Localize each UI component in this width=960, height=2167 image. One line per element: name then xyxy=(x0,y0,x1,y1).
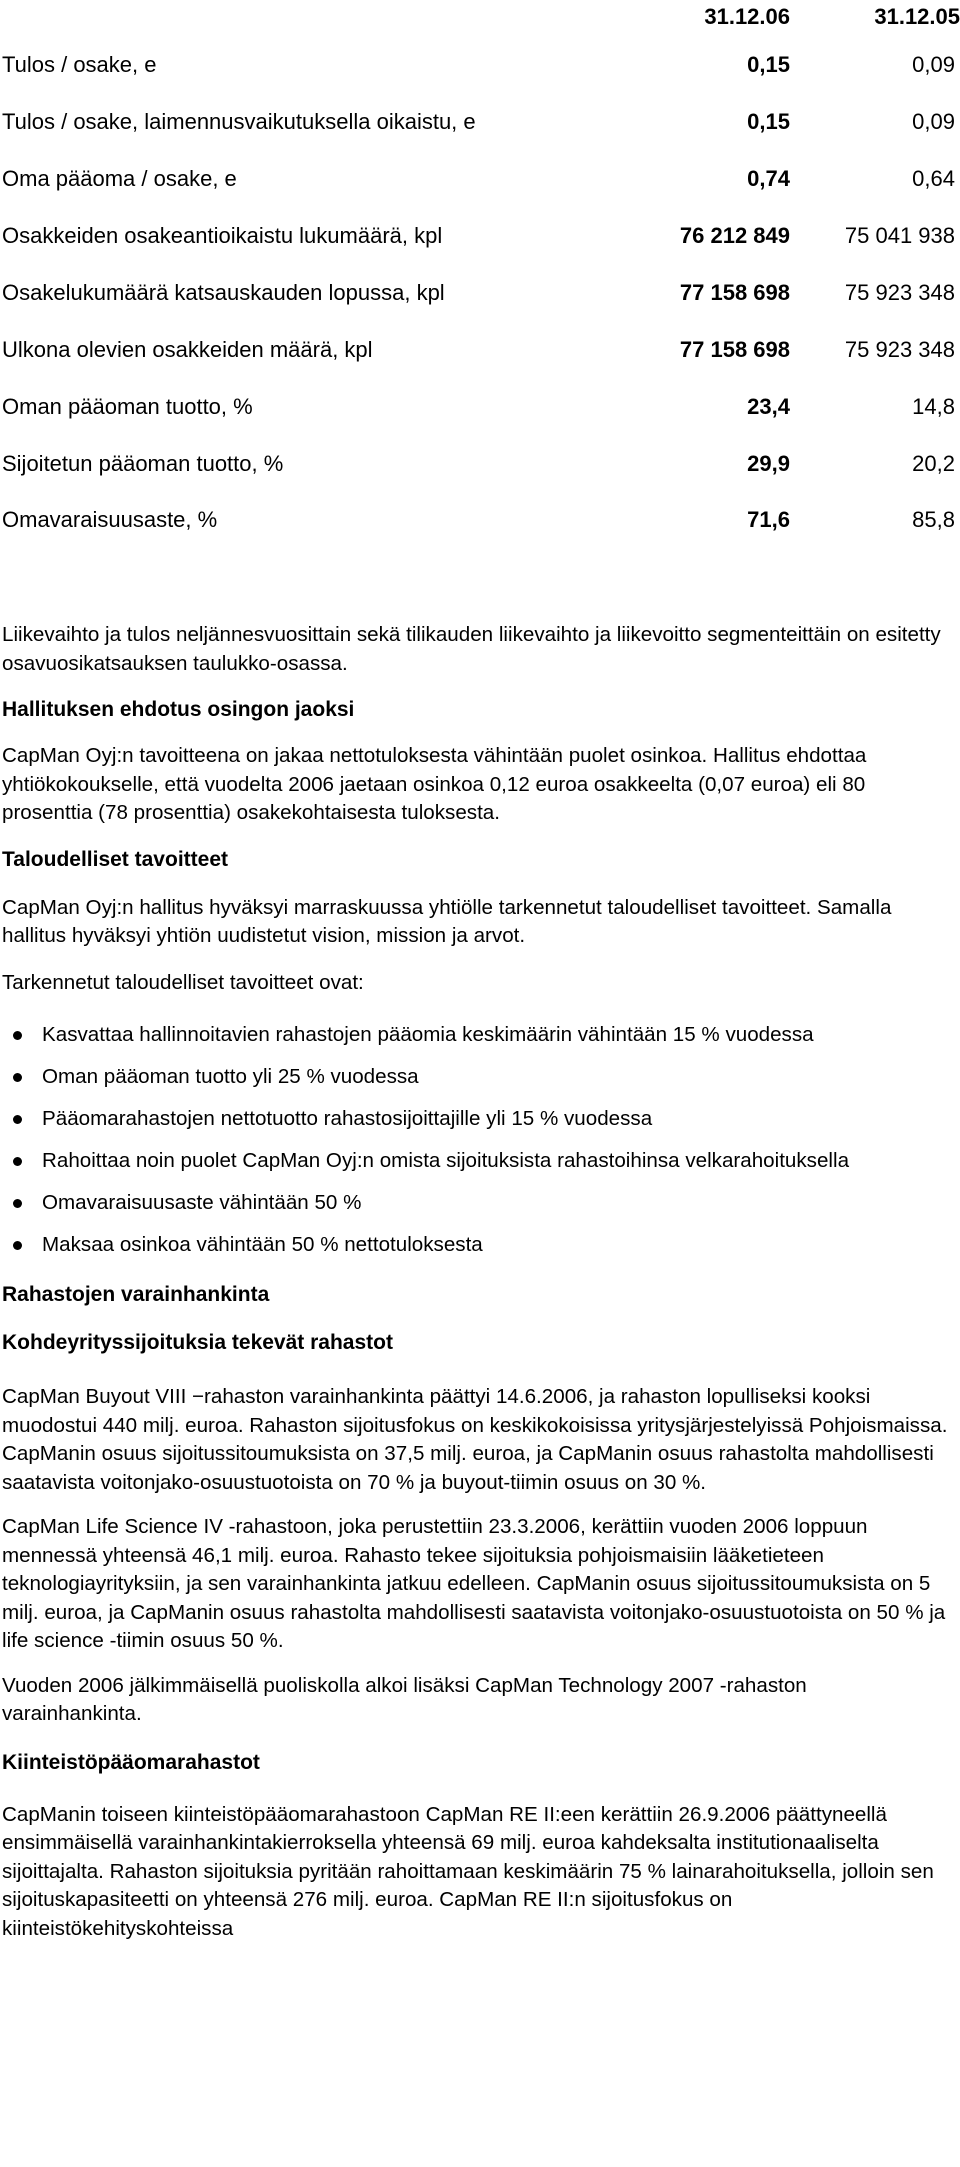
real-estate-paragraph: CapManin toiseen kiinteistöpääomarahastoon CapMan RE II:een kerättiin 26.9.2006 päättyneellä ensimmäisellä varainhankintakierroksella yhteensä 69 milj. euroa kahdeksalta institutionaaliselta sijoittajalta. Rahaston sijoituksia pyritään rahoittamaan keskimäärin 75 % lainarahoituksella, jolloin sen sijoituskapasiteetti on yhteensä 276 milj. euroa. CapMan RE II:n sijoitusfokus on kiinteistökehityskohteissa xyxy=(2,1802,934,1940)
key-figures-row xyxy=(2,107,960,137)
row-value-2005: 75 041 938 xyxy=(844,223,955,248)
bullet-icon xyxy=(13,1073,22,1082)
bullet-icon xyxy=(13,1031,22,1040)
key-figures-row xyxy=(2,50,960,80)
row-label: Oman pääoman tuotto, % xyxy=(2,394,253,419)
row-value-2006: 0,15 xyxy=(747,109,790,134)
technology-paragraph: Vuoden 2006 jälkimmäisellä puoliskolla alkoi lisäksi CapMan Technology 2007 -rahaston varainhankinta. xyxy=(2,1673,807,1725)
bullet-icon xyxy=(13,1157,22,1166)
key-figures-row xyxy=(2,278,960,308)
list-item-text: Omavaraisuusaste vähintään 50 % xyxy=(42,1191,362,1214)
real-estate-heading: Kiinteistöpääomarahastot xyxy=(2,1750,260,1774)
fundraising-heading: Rahastojen varainhankinta xyxy=(2,1283,270,1306)
targets-heading: Taloudelliset tavoitteet xyxy=(2,847,228,871)
bullet-icon xyxy=(13,1241,22,1250)
dividend-paragraph: CapMan Oyj:n tavoitteena on jakaa nettotuloksesta vähintään puolet osinkoa. Hallitus ehdottaa yhtiökokoukselle, että vuodelta 2006 jaetaan osinkoa 0,12 euroa osakkeelta (0,07 euroa) eli 80 prosenttia (78 prosenttia) osakekohtaisesta tuloksesta. xyxy=(2,744,867,824)
row-value-2006: 71,6 xyxy=(747,507,790,532)
key-figures-header-row xyxy=(2,2,960,32)
row-label: Omavaraisuusaste, % xyxy=(2,507,218,532)
row-value-2005: 20,2 xyxy=(912,451,955,476)
header-2005: 31.12.05 xyxy=(874,4,960,29)
row-label: Tulos / osake, laimennusvaikutuksella oikaistu, e xyxy=(2,109,476,134)
list-item xyxy=(2,1105,952,1133)
key-figures-row xyxy=(2,449,960,479)
list-item-text: Maksaa osinkoa vähintään 50 % nettotuloksesta xyxy=(42,1233,483,1256)
targets-list-intro: Tarkennetut taloudelliset tavoitteet ovat: xyxy=(2,970,364,994)
key-figures-row xyxy=(2,335,960,365)
row-value-2005: 0,64 xyxy=(912,166,955,191)
row-label: Sijoitetun pääoman tuotto, % xyxy=(2,451,284,476)
intro-paragraph: Liikevaihto ja tulos neljännesvuosittain sekä tilikauden liikevaihto ja liikevoitto segmenteittäin on esitetty osavuosikatsauksen taulukko-osassa. xyxy=(2,623,941,675)
row-value-2006: 77 158 698 xyxy=(679,280,790,305)
row-value-2005: 75 923 348 xyxy=(844,337,955,362)
row-value-2006: 23,4 xyxy=(747,394,790,419)
targets-list xyxy=(2,1021,952,1259)
direct-investment-heading: Kohdeyrityssijoituksia tekevät rahastot xyxy=(2,1331,393,1354)
row-value-2006: 29,9 xyxy=(747,451,790,476)
bullet-icon xyxy=(13,1115,22,1124)
document-body xyxy=(2,621,952,1943)
row-label: Tulos / osake, e xyxy=(2,52,157,77)
header-2006: 31.12.06 xyxy=(704,4,790,29)
list-item-text: Rahoittaa noin puolet CapMan Oyj:n omista sijoituksista rahastoihinsa velkarahoituksella xyxy=(42,1149,850,1172)
row-value-2005: 85,8 xyxy=(912,507,955,532)
row-value-2005: 75 923 348 xyxy=(844,280,955,305)
key-figures-row xyxy=(2,505,960,535)
row-value-2005: 0,09 xyxy=(912,109,955,134)
bullet-icon xyxy=(13,1199,22,1208)
key-figures-row xyxy=(2,221,960,251)
list-item xyxy=(2,1063,952,1091)
row-value-2006: 0,74 xyxy=(747,166,790,191)
life-science-paragraph: CapMan Life Science IV -rahastoon, joka perustettiin 23.3.2006, kerättiin vuoden 2006 loppuun mennessä yhteensä 46,1 milj. euroa. Rahasto tekee sijoituksia pohjoismaisiin lääketieteen teknologiayrityksiin, ja sen varainhankinta jatkuu edelleen. CapManin osuus sijoitussitoumuksista on 5 milj. euroa, ja CapManin osuus rahastolta mahdollisesti saatavista voitonjako-osuustuotoista on 50 % ja life science -tiimin osuus 50 %. xyxy=(2,1515,946,1652)
list-item-text: Kasvattaa hallinnoitavien rahastojen pääomia keskimäärin vähintään 15 % vuodessa xyxy=(42,1023,814,1046)
key-figures-row xyxy=(2,392,960,422)
row-value-2006: 0,15 xyxy=(747,52,790,77)
row-label: Oma pääoma / osake, e xyxy=(2,166,237,191)
row-label: Osakelukumäärä katsauskauden lopussa, kpl xyxy=(2,280,445,305)
list-item xyxy=(2,1021,952,1049)
row-label: Osakkeiden osakeantioikaistu lukumäärä, kpl xyxy=(2,223,443,248)
list-item-text: Pääomarahastojen nettotuotto rahastosijoittajille yli 15 % vuodessa xyxy=(42,1107,653,1130)
list-item xyxy=(2,1189,952,1217)
row-label: Ulkona olevien osakkeiden määrä, kpl xyxy=(2,337,373,362)
row-value-2005: 14,8 xyxy=(912,394,955,419)
list-item xyxy=(2,1231,952,1259)
row-value-2006: 76 212 849 xyxy=(679,223,790,248)
buyout-paragraph: CapMan Buyout VIII −rahaston varainhankinta päättyi 14.6.2006, ja rahaston lopulliseksi kooksi muodostui 440 milj. euroa. Rahaston sijoitusfokus on keskikokoisissa yritysjärjestelyissä Pohjoismaissa. CapManin osuus sijoitussitoumuksista on 37,5 milj. euroa, ja CapManin osuus rahastolta mahdollisesti saatavista voitonjako-osuustuotoista on 70 % ja buyout-tiimin osuus on 30 %. xyxy=(2,1385,948,1494)
row-value-2006: 77 158 698 xyxy=(679,337,790,362)
dividend-heading: Hallituksen ehdotus osingon jaoksi xyxy=(2,698,355,721)
list-item-text: Oman pääoman tuotto yli 25 % vuodessa xyxy=(42,1065,419,1088)
list-item xyxy=(2,1147,952,1175)
targets-paragraph: CapMan Oyj:n hallitus hyväksyi marraskuussa yhtiölle tarkennetut taloudelliset tavoitteet. Samalla hallitus hyväksyi yhtiön uudistetut vision, mission ja arvot. xyxy=(2,895,892,947)
key-figures-row xyxy=(2,164,960,194)
row-value-2005: 0,09 xyxy=(912,52,955,77)
